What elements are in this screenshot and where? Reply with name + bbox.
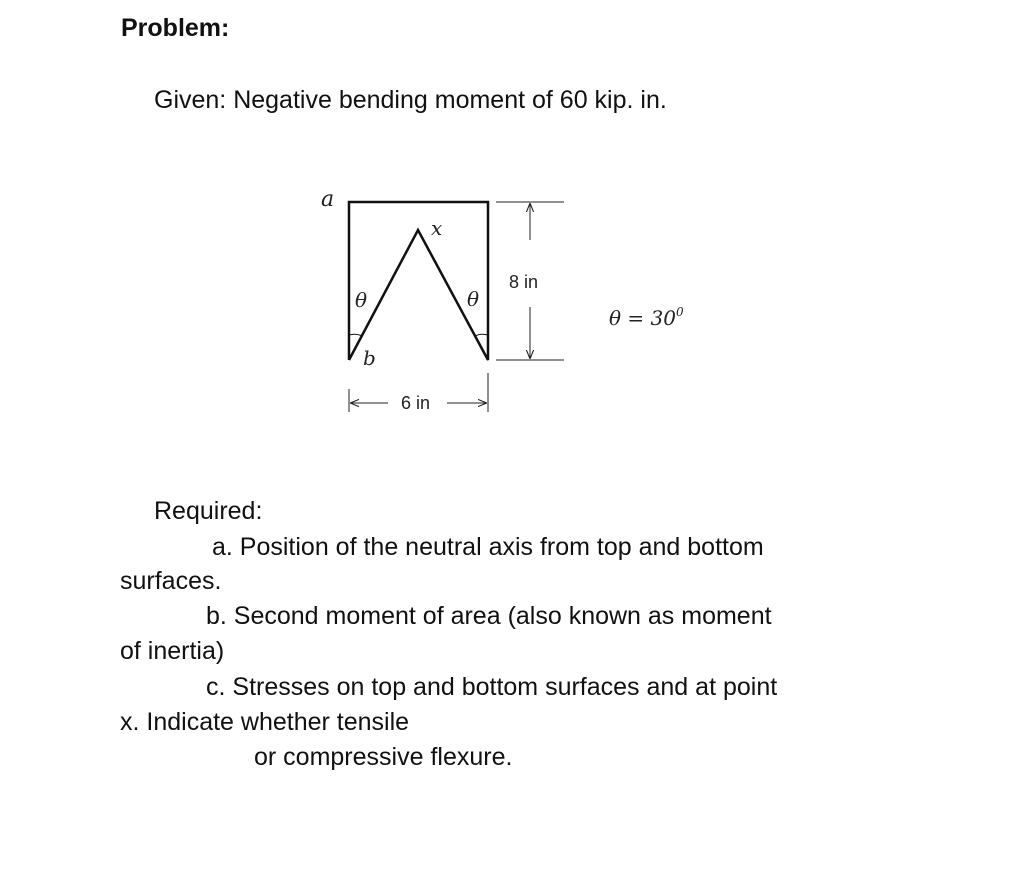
required-line-c-end: or compressive flexure. [254,743,513,771]
required-heading: Required: [154,497,263,525]
theta-right-label: θ [467,287,480,311]
required-line-c: c. Stresses on top and bottom surfaces and at point [206,673,778,701]
theta-arc-left [349,334,362,336]
point-a-label: a [321,187,335,212]
theta-value-text: θ = 30 [609,306,676,330]
theta-value-label [609,305,684,330]
section-outline [349,202,488,360]
theta-left-label: θ [355,288,368,312]
height-dimension-label: 8 in [509,272,539,292]
required-line-a-cont: surfaces. [120,567,222,595]
required-line-b-cont: of inertia) [120,637,225,665]
required-line-a: a. Position of the neutral axis from top and bottom [212,533,764,561]
required-line-b: b. Second moment of area (also known as moment [206,602,772,630]
required-line-c-cont: x. Indicate whether tensile [120,708,410,736]
cross-section-figure [300,175,740,425]
width-dimension-label: 6 in [401,393,431,413]
theta-value-superscript: 0 [675,305,684,319]
point-x-label: x [431,216,443,240]
given-statement: Given: Negative bending moment of 60 kip. in. [154,86,667,114]
theta-arc-right [475,334,488,336]
point-b-label: b [363,346,376,370]
problem-title: Problem: [121,14,230,42]
